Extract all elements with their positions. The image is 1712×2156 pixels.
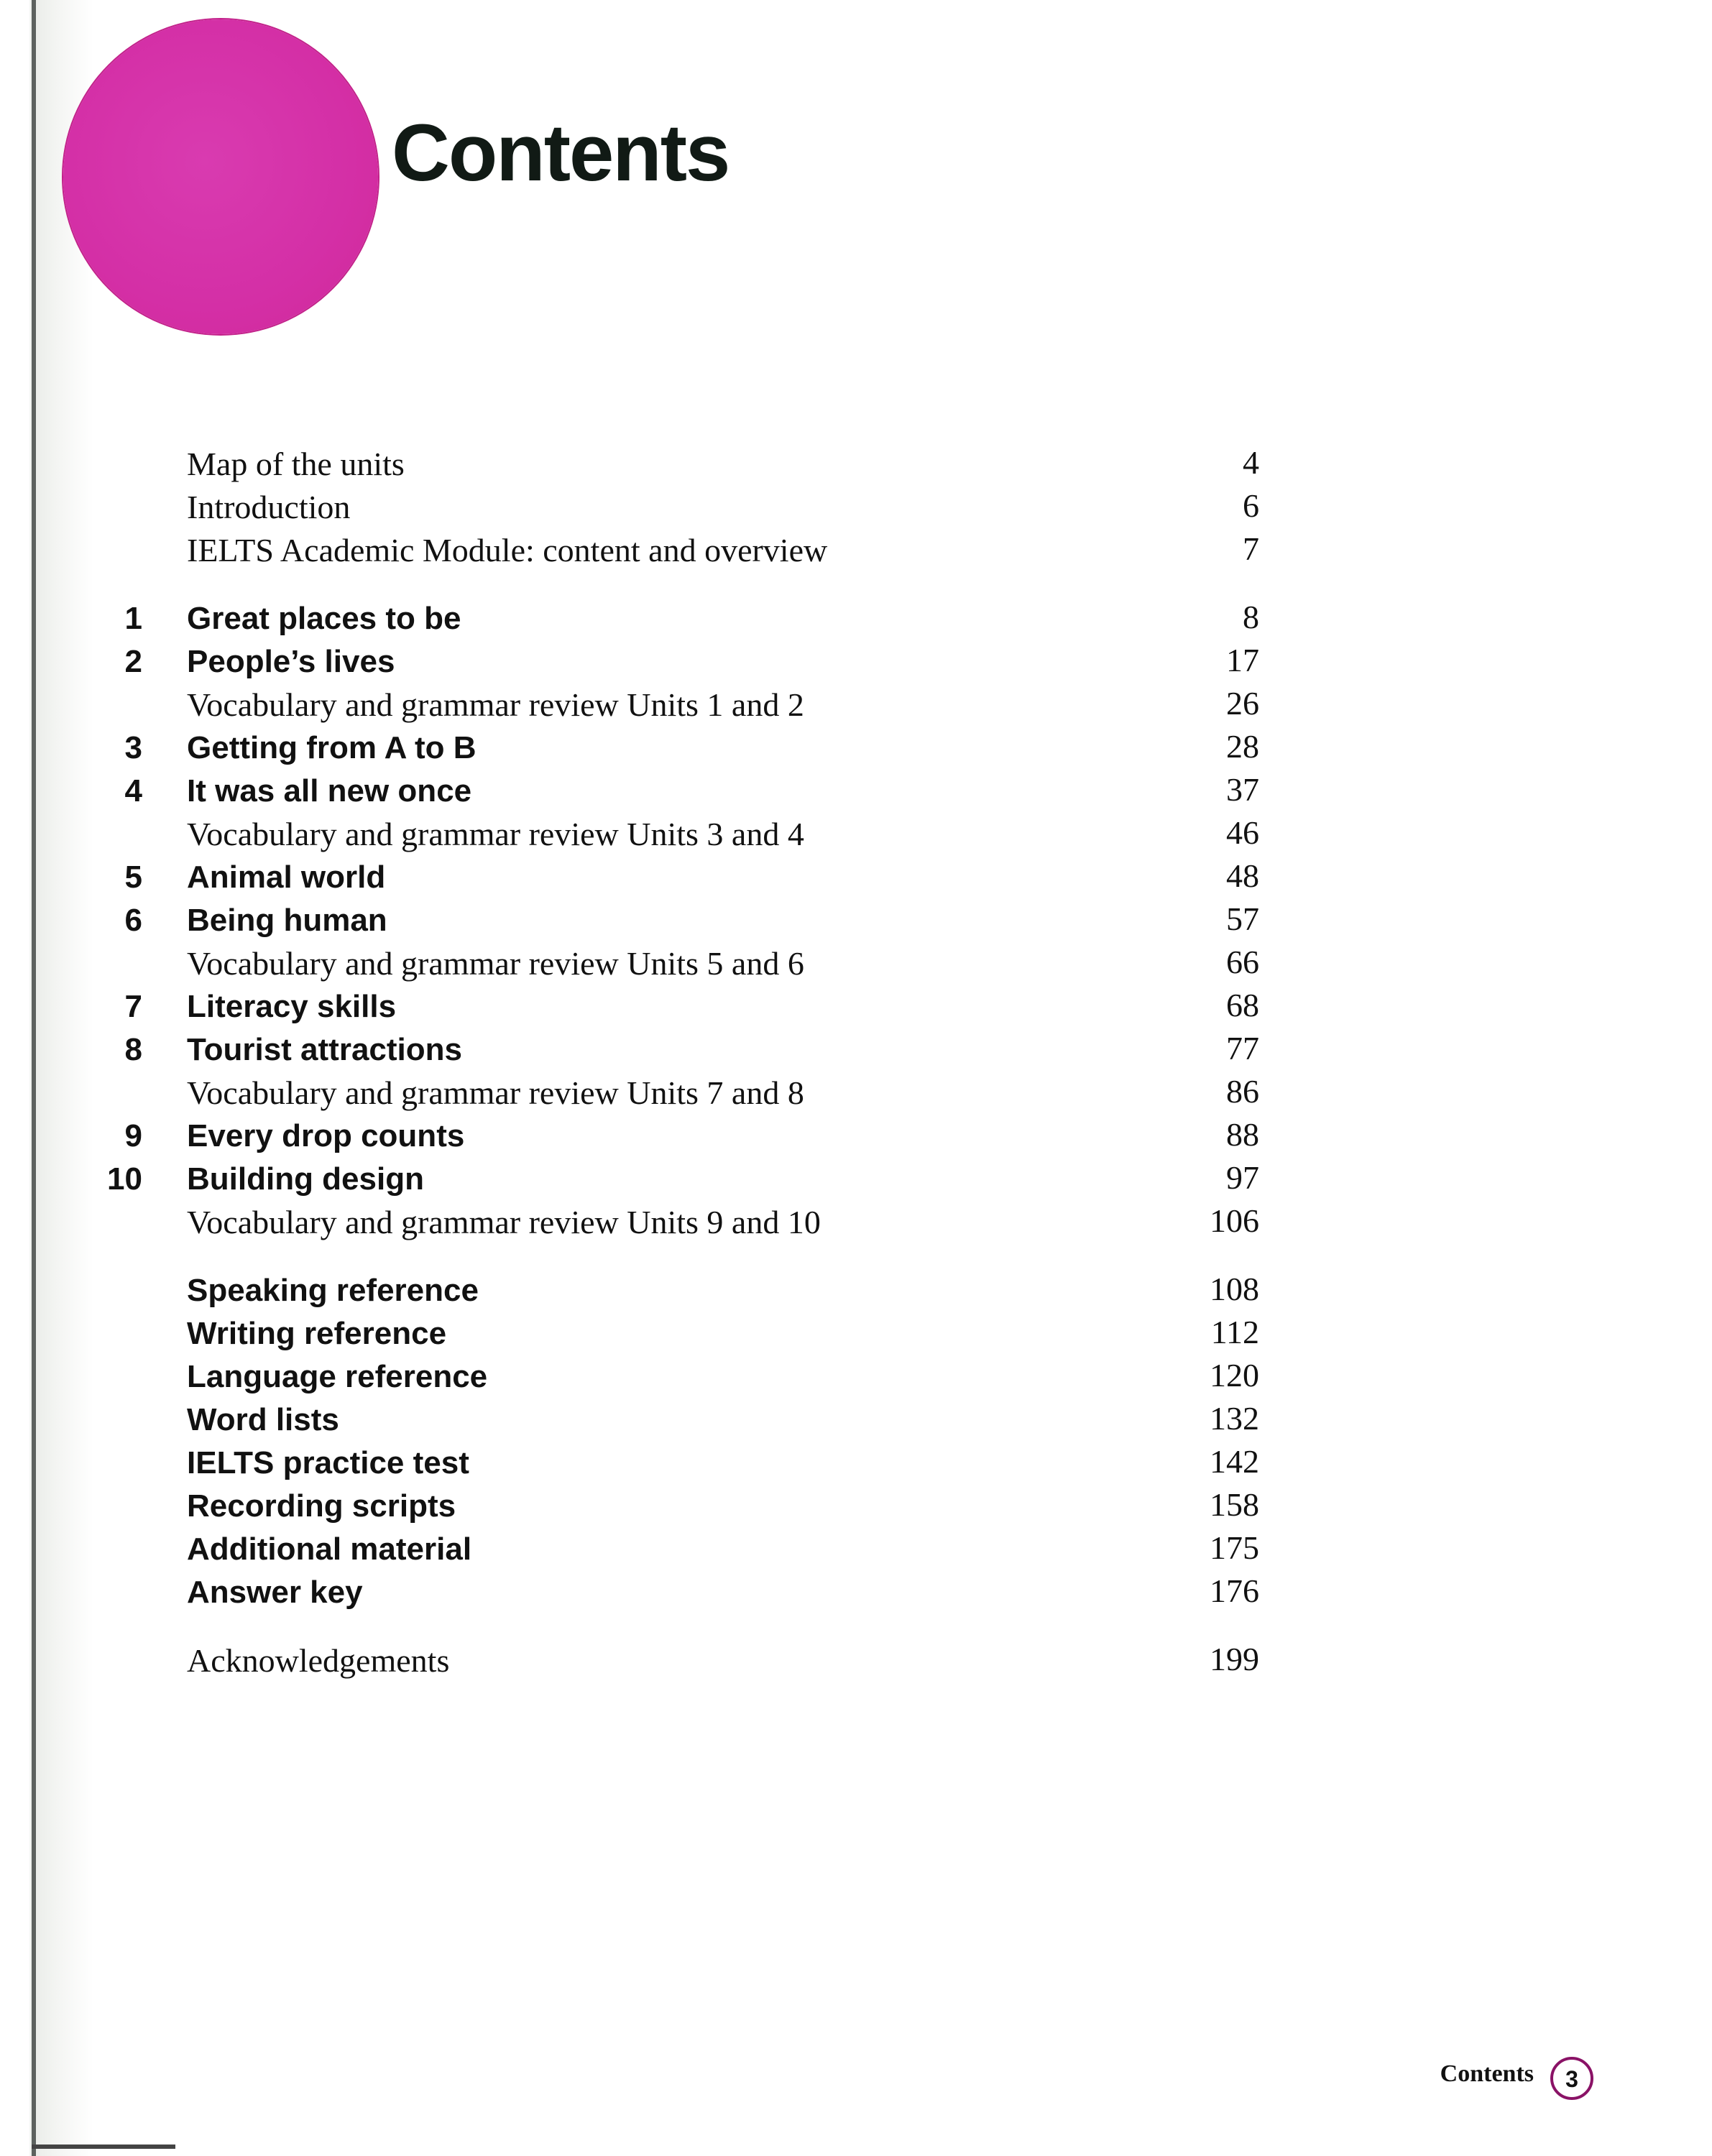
decorative-magenta-circle [63, 19, 378, 334]
page-number: 26 [1226, 685, 1259, 722]
toc-entry[interactable] [0, 1267, 1712, 1310]
page-number: 48 [1226, 857, 1259, 894]
unit-number: 3 [124, 730, 142, 765]
page-number: 175 [1210, 1529, 1259, 1566]
page-number: 17 [1226, 642, 1259, 678]
unit-number: 6 [124, 903, 142, 938]
toc-entry[interactable] [0, 441, 1712, 484]
toc-entry[interactable] [0, 1396, 1712, 1439]
entry-title: Introduction [187, 489, 351, 525]
page-number: 199 [1210, 1641, 1259, 1677]
page-number: 86 [1226, 1073, 1259, 1110]
toc-entry[interactable] [0, 1112, 1712, 1156]
page-number: 158 [1210, 1486, 1259, 1523]
entry-title: Every drop counts [187, 1118, 465, 1153]
entry-title: Speaking reference [187, 1273, 479, 1308]
page-number: 97 [1226, 1159, 1259, 1196]
page-number: 68 [1226, 987, 1259, 1023]
toc-entry[interactable] [0, 724, 1712, 768]
page-number: 66 [1226, 944, 1259, 980]
toc-entry[interactable] [0, 897, 1712, 940]
footer-section-label: Contents [1440, 2060, 1534, 2087]
page-number: 106 [1210, 1202, 1259, 1239]
entry-title: Answer key [187, 1575, 363, 1610]
entry-title: Acknowledgements [187, 1642, 450, 1679]
footer-page-number: 3 [1550, 2057, 1593, 2100]
toc-entry[interactable] [0, 1353, 1712, 1396]
entry-title: Building design [187, 1161, 424, 1197]
entry-title: Tourist attractions [187, 1032, 463, 1067]
page-number: 28 [1226, 728, 1259, 765]
entry-title: Map of the units [187, 446, 405, 482]
toc-section [0, 441, 1712, 570]
toc-entry[interactable] [0, 1310, 1712, 1353]
unit-number: 5 [124, 860, 142, 895]
toc-entry[interactable] [0, 1156, 1712, 1199]
toc-entry[interactable] [0, 1483, 1712, 1526]
page-number: 120 [1210, 1357, 1259, 1393]
toc-section [0, 1267, 1712, 1612]
entry-title: Vocabulary and grammar review Units 9 and 10 [187, 1204, 821, 1240]
unit-number: 8 [124, 1032, 142, 1067]
toc-entry[interactable] [0, 1637, 1712, 1680]
entry-title: Vocabulary and grammar review Units 7 and 8 [187, 1074, 804, 1111]
toc-entry[interactable] [0, 1026, 1712, 1069]
toc-entry[interactable] [0, 1199, 1712, 1242]
entry-title: Writing reference [187, 1316, 447, 1351]
entry-title: Recording scripts [187, 1488, 456, 1524]
toc-section [0, 595, 1712, 1242]
toc-entry[interactable] [0, 811, 1712, 854]
entry-title: It was all new once [187, 773, 472, 808]
entry-title: Getting from A to B [187, 730, 477, 765]
entry-title: Word lists [187, 1402, 339, 1437]
entry-title: IELTS Academic Module: content and overview [187, 532, 828, 568]
toc-entry[interactable] [0, 854, 1712, 897]
page-number: 88 [1226, 1116, 1259, 1153]
entry-title: Animal world [187, 860, 386, 895]
page-bottom-edge [32, 2145, 175, 2149]
unit-number: 10 [107, 1161, 142, 1197]
entry-title: IELTS practice test [187, 1445, 469, 1480]
page-number: 46 [1226, 814, 1259, 851]
toc-entry[interactable] [0, 638, 1712, 681]
page-number: 4 [1243, 444, 1259, 481]
toc-entry[interactable] [0, 1569, 1712, 1612]
toc-entry[interactable] [0, 1526, 1712, 1569]
page-number: 142 [1210, 1443, 1259, 1480]
entry-title: People’s lives [187, 644, 395, 679]
toc-section [0, 1637, 1712, 1680]
toc-entry[interactable] [0, 768, 1712, 811]
unit-number: 2 [124, 644, 142, 679]
page-number: 8 [1243, 599, 1259, 635]
entry-title: Great places to be [187, 601, 461, 636]
unit-number: 1 [124, 601, 142, 636]
page-number: 6 [1243, 487, 1259, 524]
toc-entry[interactable] [0, 595, 1712, 638]
toc-entry[interactable] [0, 1069, 1712, 1112]
unit-number: 4 [124, 773, 142, 808]
toc-entry[interactable] [0, 681, 1712, 724]
page-number: 132 [1210, 1400, 1259, 1437]
toc-entry[interactable] [0, 1439, 1712, 1483]
entry-title: Additional material [187, 1531, 472, 1567]
toc-entry[interactable] [0, 940, 1712, 983]
unit-number: 9 [124, 1118, 142, 1153]
entry-title: Vocabulary and grammar review Units 5 and 6 [187, 945, 804, 982]
page-number: 112 [1210, 1314, 1259, 1350]
page-number: 57 [1226, 900, 1259, 937]
toc-entry[interactable] [0, 527, 1712, 570]
page-number: 7 [1243, 530, 1259, 567]
entry-title: Literacy skills [187, 989, 397, 1024]
entry-title: Being human [187, 903, 387, 938]
entry-title: Vocabulary and grammar review Units 3 and 4 [187, 816, 804, 852]
page-title: Contents [392, 108, 730, 198]
unit-number: 7 [124, 989, 142, 1024]
page-number: 77 [1226, 1030, 1259, 1067]
entry-title: Vocabulary and grammar review Units 1 and 2 [187, 686, 804, 723]
page-number: 108 [1210, 1271, 1259, 1307]
table-of-contents [0, 441, 1712, 1705]
toc-entry[interactable] [0, 983, 1712, 1026]
page-number: 37 [1226, 771, 1259, 808]
entry-title: Language reference [187, 1359, 488, 1394]
toc-entry[interactable] [0, 484, 1712, 527]
page-number: 176 [1210, 1572, 1259, 1609]
